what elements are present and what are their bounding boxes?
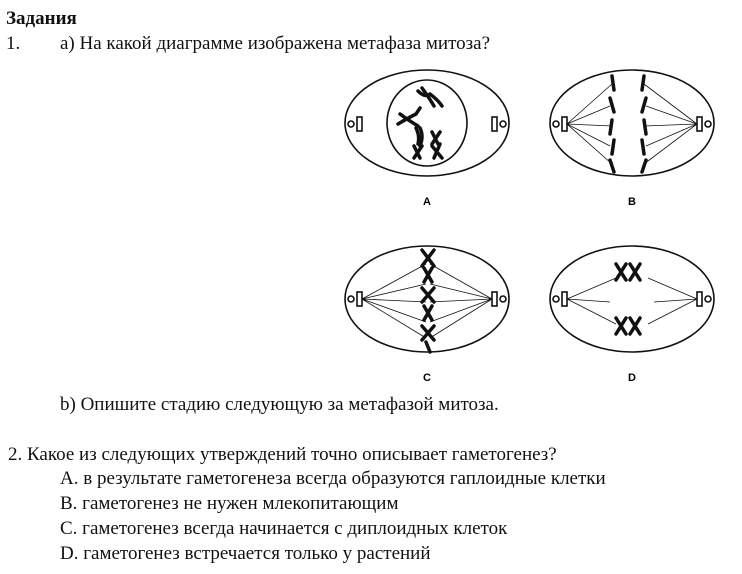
- mitosis-diagrams: [330, 66, 730, 396]
- question-2-text: 2. Какое из следующих утверждений точно описывает гаметогенез?: [8, 444, 557, 465]
- question-1b-text: b) Опишите стадию следующую за метафазой митоза.: [60, 394, 499, 415]
- label-b: B: [628, 196, 636, 208]
- label-c: C: [423, 372, 431, 384]
- cell-a: [345, 70, 509, 176]
- label-d: D: [628, 372, 636, 384]
- cell-d: [550, 246, 714, 352]
- cell-b: [550, 70, 714, 176]
- answer-option-b: B. гаметогенез не нужен млекопитающим: [60, 493, 399, 514]
- label-a: A: [423, 196, 431, 208]
- answer-option-d: D. гаметогенез встречается только у растений: [60, 543, 431, 564]
- answer-option-c: C. гаметогенез всегда начинается с диплоидных клеток: [60, 518, 508, 539]
- question-1a-text: a) На какой диаграмме изображена метафаза митоза?: [60, 33, 490, 54]
- cell-c: [345, 246, 509, 352]
- page-title: Задания: [6, 8, 77, 29]
- question-1-number: 1.: [6, 33, 21, 54]
- answer-option-a: A. в результате гаметогенеза всегда образуются гаплоидные клетки: [60, 468, 606, 489]
